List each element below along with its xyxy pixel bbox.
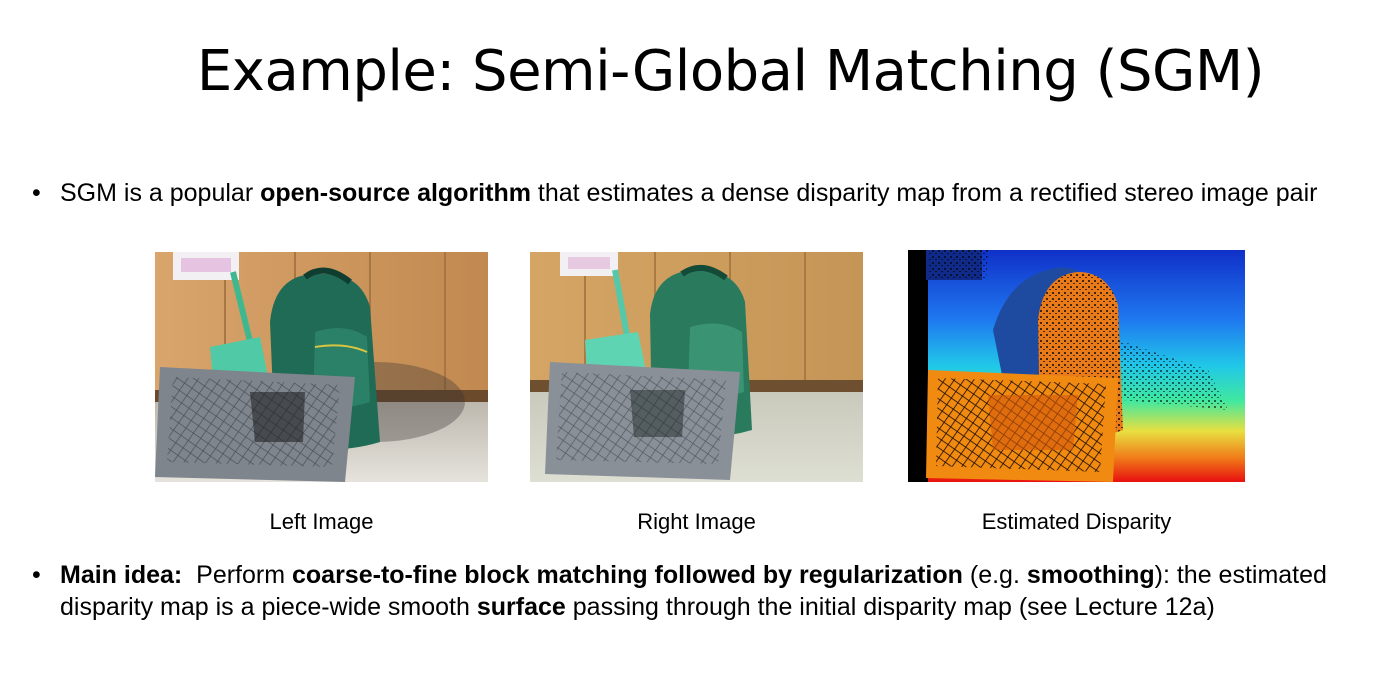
bullet-text-part: that estimates a dense disparity map from a rectified stereo image pair [530, 179, 1318, 207]
estimated-disparity-image [908, 250, 1245, 482]
bullet-bold-term: coarse-to-fine block matching followed by regularization [292, 561, 963, 589]
left-image-drawing [155, 252, 488, 482]
right-image-caption: Right Image [637, 509, 756, 534]
left-stereo-image [155, 252, 488, 482]
bullet-sgm-description [32, 177, 1362, 209]
bullet-text-part: passing through the initial disparity map (see Lecture 12a) [565, 593, 1215, 621]
right-image-drawing [530, 252, 863, 482]
disparity-map-drawing [908, 250, 1245, 482]
bullet-text-part: Perform [182, 561, 292, 589]
bullet-text [60, 177, 1362, 209]
bullet-dot: • [32, 179, 41, 207]
bullet-text-part: SGM is a popular [60, 179, 261, 207]
disparity-caption: Estimated Disparity [981, 509, 1172, 534]
bullet-bold-term: smoothing [1026, 561, 1155, 589]
bullet-text-part: (e.g. [962, 561, 1027, 589]
bullet-dot: • [32, 561, 41, 589]
bullet-bold-term: Main idea: [60, 561, 183, 589]
bullet-text-part: ): the estimated disparity map is a piece-wide smooth [60, 561, 1327, 621]
left-image-caption: Left Image [269, 509, 374, 534]
bullet-bold-term: open-source algorithm [260, 179, 531, 207]
right-stereo-image [530, 252, 863, 482]
bullet-bold-term: surface [476, 593, 566, 621]
slide-title: Example: Semi-Global Matching (SGM) [196, 39, 1265, 104]
bullet-text [60, 559, 1362, 623]
bullet-main-idea [32, 559, 1362, 623]
